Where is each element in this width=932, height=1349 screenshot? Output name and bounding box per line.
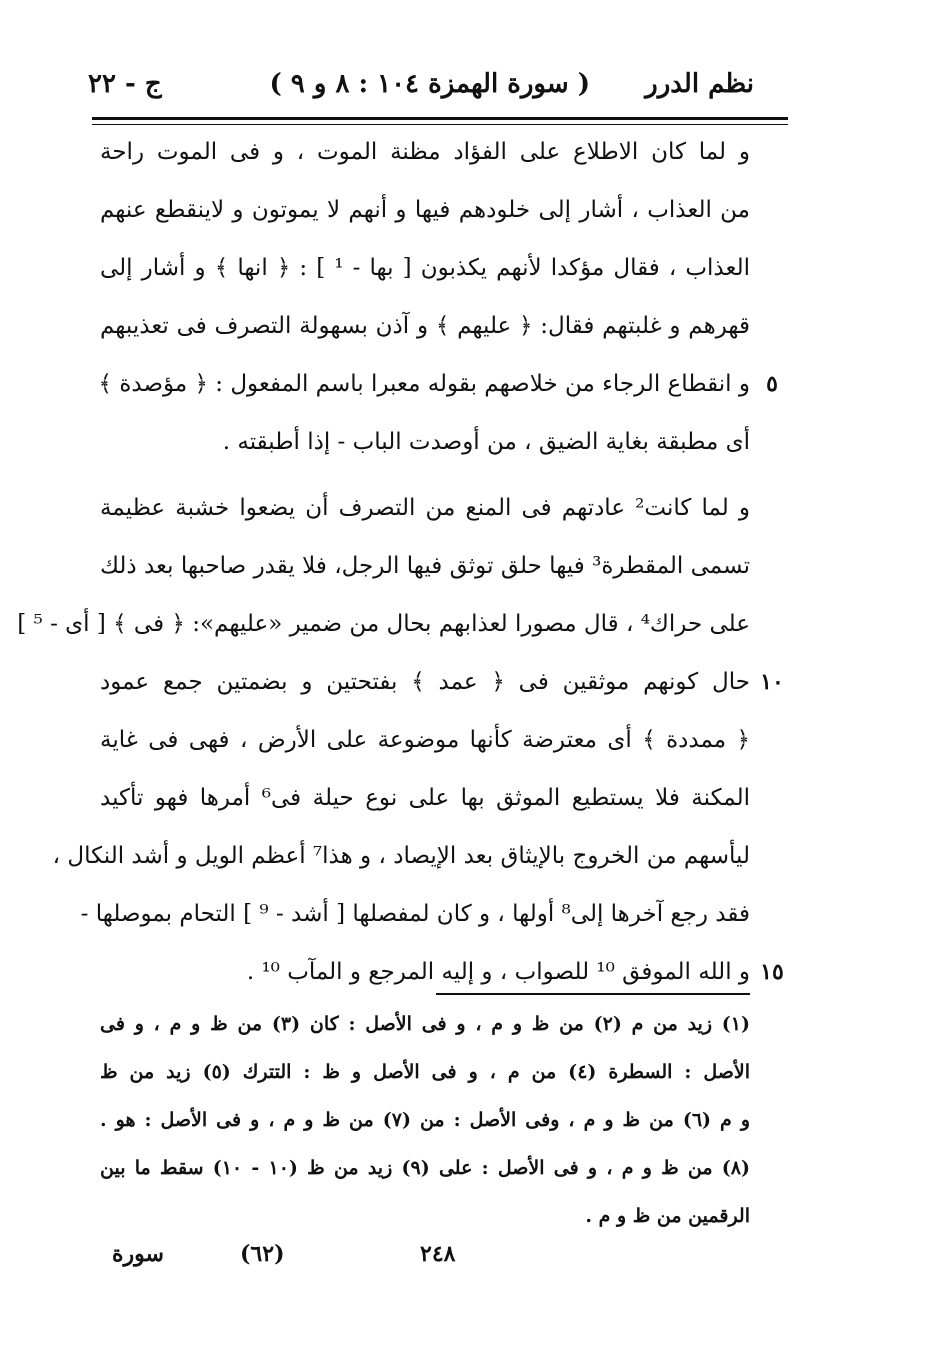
page-number: ٢٤٨ — [420, 1241, 456, 1267]
text-line: على حراك⁴ ، قال مصورا لعذابهم بحال من ضمير «عليهم»: ﴿ فى ﴾ [ أى - ⁵ ] — [17, 611, 750, 637]
line-number: ١٠ — [760, 669, 784, 695]
line-number: ١٥ — [760, 959, 784, 985]
text-line: و لما كانت² عادتهم فى المنع من التصرف أن يضعوا خشبة عظيمة — [100, 495, 750, 521]
footnote-line: (٨) من ظ و م ، و فى الأصل : على (٩) زيد من ظ (١٠ - ١٠) سقط ما بين — [100, 1157, 750, 1179]
footnote-line: الأصل : السطرة (٤) من م ، و فى الأصل و ظ : التترك (٥) زيد من ظ — [100, 1061, 751, 1083]
footnote-line: (١) زيد من م (٢) من ظ و م ، و فى الأصل : كان (٣) من ظ و م ، و فى — [100, 1013, 751, 1035]
book-title: نظم الدرر — [645, 69, 754, 99]
text-line: أى مطبقة بغاية الضيق ، من أوصدت الباب - إذا أطبقته . — [222, 429, 750, 455]
text-line: و لما كان الاطلاع على الفؤاد مظنة الموت ، و فى الموت راحة — [100, 139, 750, 165]
text-line: و الله الموفق ¹⁰ للصواب ، و إليه المرجع و المآب ¹⁰ . — [246, 959, 750, 985]
part-number: ج - ٢٢ — [88, 69, 162, 99]
footnote-line: الرقمين من ظ و م . — [585, 1205, 750, 1227]
text-line: المكنة فلا يستطيع الموثق بها على نوع حيلة فى⁶ أمرها فهو تأكيد — [100, 785, 750, 811]
text-line: قهرهم و غلبتهم فقال: ﴿ عليهم ﴾ و آذن بسهولة التصرف فى تعذيبهم — [100, 313, 750, 339]
footnote-line: و م (٦) من ظ و م ، وفى الأصل : من (٧) من ظ و م ، و فى الأصل : هو . — [100, 1109, 751, 1131]
text-line: ﴿ ممددة ﴾ أى معترضة كأنها موضوعة على الأرض ، فهى فى غاية — [100, 727, 750, 753]
surah-number: (٦٢) — [240, 1241, 285, 1267]
text-line: ليأسهم من الخروج بالإيثاق بعد الإيصاد ، و هذا⁷ أعظم الويل و أشد النكال ، — [52, 843, 750, 869]
surah-reference: ( سورة الهمزة ١٠٤ : ٨ و ٩ ) — [269, 69, 590, 99]
text-line: العذاب ، فقال مؤكدا لأنهم يكذبون [ بها - ¹ ] : ﴿ انها ﴾ و أشار إلى — [100, 255, 750, 281]
line-number: ٥ — [766, 371, 778, 397]
footnote-separator — [436, 993, 750, 995]
header-rule-thick — [92, 117, 788, 120]
text-line: من العذاب ، أشار إلى خلودهم فيها و أنهم لا يموتون و لاينقطع عنهم — [100, 197, 750, 223]
text-line: حال كونهم موثقين فى ﴿ عمد ﴾ بفتحتين و بضمتين جمع عمود — [100, 669, 750, 695]
text-line: فقد رجع آخرها إلى⁸ أولها ، و كان لمفصلها [ أشد - ⁹ ] التحام بموصلها - — [80, 901, 750, 927]
text-line: و انقطاع الرجاء من خلاصهم بقوله معبرا باسم المفعول : ﴿ مؤصدة ﴾ — [98, 371, 750, 397]
text-line: تسمى المقطرة³ فيها حلق توثق فيها الرجل، فلا يقدر صاحبها بعد ذلك — [100, 553, 751, 579]
catchword: سورة — [112, 1241, 164, 1267]
header-rule-thin — [92, 124, 788, 125]
